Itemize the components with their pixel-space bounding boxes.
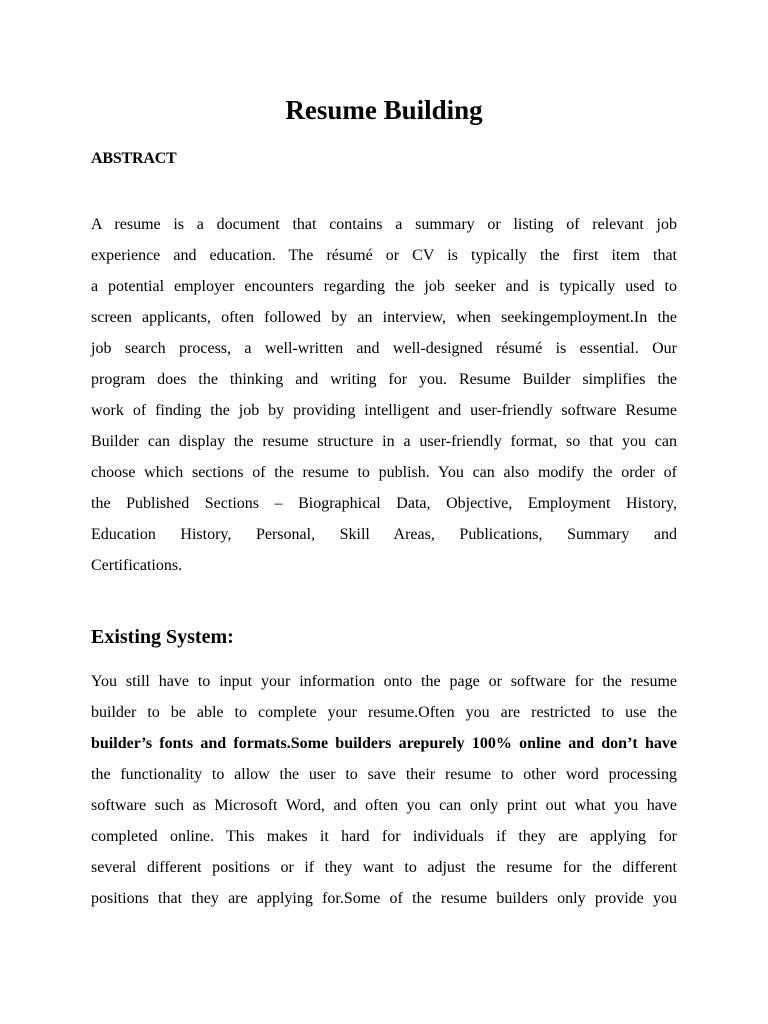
abstract-paragraph [91,209,677,581]
existing-line: positions that they are applying for.Some of the resume builders only provide you [91,890,677,907]
existing-line: You still have to input your information onto the page or software for the resume [91,673,677,690]
existing-system-heading: Existing System: [91,626,234,648]
abstract-line: the Published Sections – Biographical Data, Objective, Employment History, [91,495,677,512]
existing-line: completed online. This makes it hard for individuals if they are applying for [91,828,677,845]
abstract-line: work of finding the job by providing intelligent and user-friendly software Resume [91,402,677,419]
existing-line: software such as Microsoft Word, and often you can only print out what you have [91,797,677,814]
existing-system-paragraph [91,666,677,914]
abstract-heading: ABSTRACT [91,150,177,167]
abstract-line: Education History, Personal, Skill Areas, Publications, Summary and [91,526,677,543]
abstract-line: job search process, a well-written and well-designed résumé is essential. Our [91,340,677,357]
abstract-line: choose which sections of the resume to publish. You can also modify the order of [91,464,677,481]
abstract-line: screen applicants, often followed by an interview, when seekingemployment.In the [91,309,677,326]
abstract-line: Builder can display the resume structure in a user-friendly format, so that you can [91,433,677,450]
existing-line: builder’s fonts and formats.Some builders arepurely 100% online and don’t have [91,735,677,752]
abstract-line: program does the thinking and writing for you. Resume Builder simplifies the [91,371,677,388]
abstract-line: Certifications. [91,557,183,574]
existing-line: the functionality to allow the user to save their resume to other word processing [91,766,677,783]
existing-line: several different positions or if they want to adjust the resume for the different [91,859,677,876]
abstract-line: a potential employer encounters regarding the job seeker and is typically used to [91,278,677,295]
existing-line: builder to be able to complete your resume.Often you are restricted to use the [91,704,677,721]
abstract-line: experience and education. The résumé or CV is typically the first item that [91,247,677,264]
page-title: Resume Building [285,95,483,125]
abstract-line: A resume is a document that contains a summary or listing of relevant job [91,216,677,233]
